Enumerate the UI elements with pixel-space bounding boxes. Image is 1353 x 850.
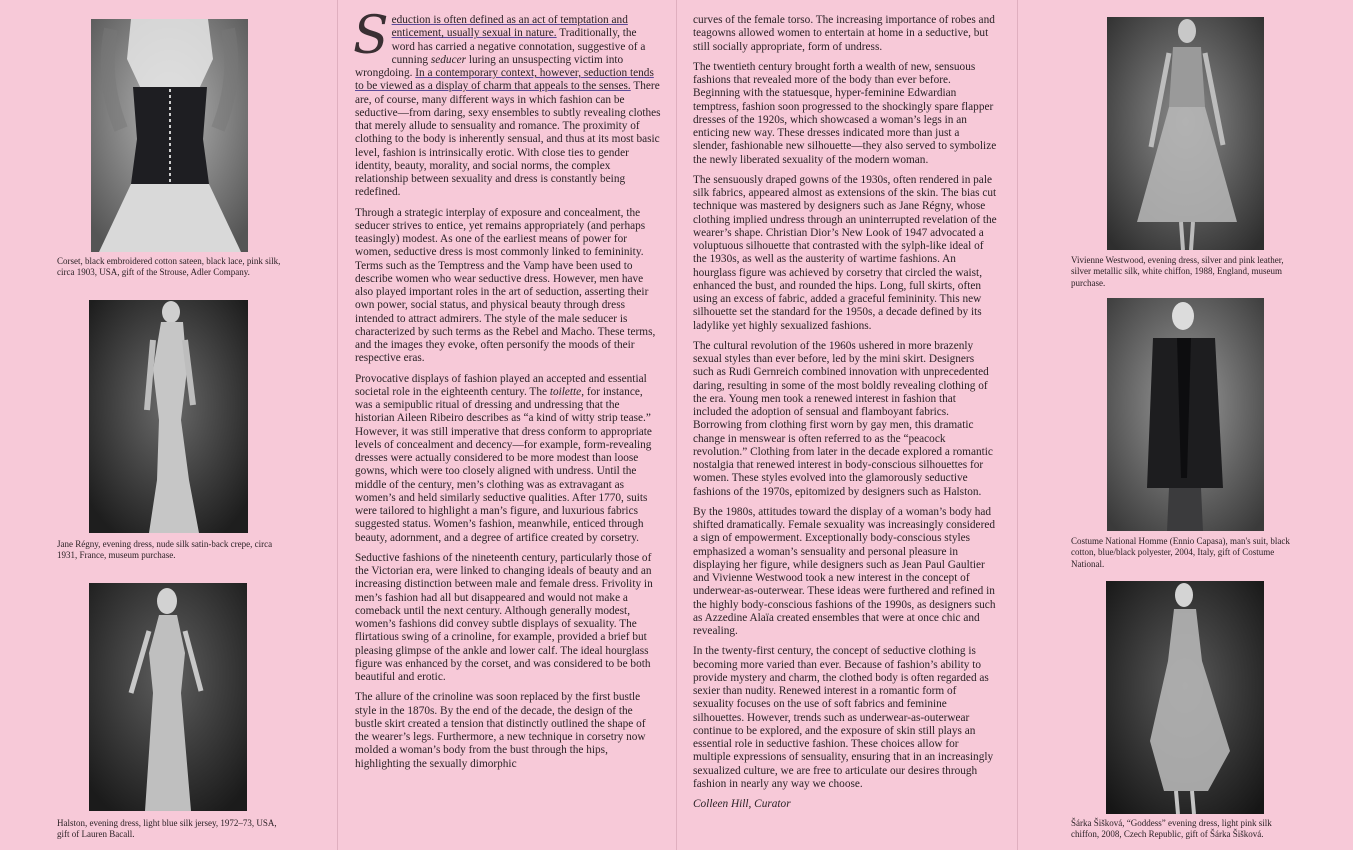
photo-jane-regny [89, 300, 248, 533]
intro-em-seducer: seducer [430, 53, 466, 66]
p3-text-1: Provocative displays of fashion played an accepted and essential societal role in the eighteenth century. The [355, 372, 647, 398]
paragraph-8: The sensuously draped gowns of the 1930s, often rendered in pale silk fabrics, appeared almost as extensions of the skin. The bias cut technique was mastered by designers such as Jane Régny, whose clothing implied undress through an uninterrupted revelation of the wearer’s shape. Christian Dior’s New Look of 1947 advocated a voluptuous silhouette that contrasted with the sylph-like ideal of the 1930s, as well as the austerity of wartime fashions. An hourglass figure was achieved by corsetry that circled the waist, enhanced the bust, and rounded the hips. Long, full skirts, often using an excess of fabric, added a graceful femininity. This new silhouette set the standard for the 1950s, a decade defined by its ladylike yet highly sexualized fashions. [693, 173, 997, 332]
drop-cap: S [353, 6, 389, 66]
paragraph-5: The allure of the crinoline was soon replaced by the first bustle style in the 1870s. By the end of the decade, the design of the bustle skirt created a tension that distinctly outlined the shape of the wearer’s legs. Furthermore, a new technique in corsetry now molded a woman’s body from the bust through the hips, highlighting the sexually dimorphic [355, 691, 646, 770]
p3-text-2: , for instance, was a semipublic ritual of dressing and undressing that the historian Aileen Ribeiro describes as “a kind of witty strip tease.” However, it was still imperative that dress conform to appropriate levels of concealment and decency—for example, form-revealing dresses were actually considered to be more modest than loose gowns, which were too closely aligned with undress. Until the middle of the century, men’s clothing was as extravagant as women’s and held similarly seductive qualities. After 1770, suits were tailored to highlight a man’s figure, and luxurious fabrics suggested status. Women’s fashion, meanwhile, enticed through beauty, adornment, and a degree of artifice created by corsetry. [355, 385, 652, 544]
paragraph-2: Through a strategic interplay of exposure and concealment, the seducer strives to entice, yet remains appropriately (and perhaps teasingly) modest. As one of the earliest means of power for women, seductive dress is most commonly linked to femininity. Terms such as the Temptress and the Vamp have been used to describe women who wear seductive dress. However, men have also played important roles in the art of seduction, asserting their own power, social status, and physical beauty through dress intended to attract admirers. The style of the male seducer is characterized by such terms as the Rebel and Macho. These terms, and the images they evoke, often personify the moods of their respective eras. [355, 206, 656, 365]
paragraph-3 [355, 373, 661, 545]
fold-line-right [1017, 0, 1018, 850]
paragraph-6: curves of the female torso. The increasing importance of robes and teagowns allowed women to entertain at home in a seductive, but still socially appropriate, form of undress. [693, 14, 995, 53]
photo-corset [91, 19, 248, 252]
intro-highlight-1: eduction [391, 14, 431, 26]
curator-signature: Colleen Hill, Curator [693, 798, 791, 810]
intro-text-2: luring an unsuspecting victim into wrongdoing. [355, 53, 624, 79]
caption-westwood: Vivienne Westwood, evening dress, silver and pink leather, silver metallic silk, white chiffon, 1988, England, museum purchase. [1071, 255, 1284, 288]
intro-highlight-2: is often defined as an act of temptation and enticement, usually sexual in nature. [391, 14, 628, 40]
intro-highlight-3: In a contemporary context, however, seduction tends to be viewed as a display of charm that appeals to the senses. [355, 67, 654, 93]
p3-em-toilette: toilette [549, 385, 582, 398]
fold-line-left [337, 0, 338, 850]
photo-siskova [1106, 581, 1264, 814]
paragraph-9: The cultural revolution of the 1960s ushered in more brazenly sexual styles than ever before, led by the mini skirt. Designers such as Rudi Gernreich combined innovation with unprecedented daring, resulting in some of the most boldly revealing clothing of the era. Young men took a renewed interest in fashion that included the adoption of sensual and flamboyant fabrics. Borrowing from clothing first worn by gay men, this dramatic change in menswear is often referred to as the “peacock revolution.” Clothing from later in the decade explored a romantic nostalgia that renewed interest in body-conscious silhouettes for women. These styles evolved into the glamorously seductive fashions of the 1970s, epitomized by designers such as Halston. [693, 339, 993, 498]
intro-text-1: Traditionally, the word has carried a negative connotation, suggestive of a cunning [391, 27, 646, 66]
caption-siskova: Šárka Šišková, “Goddess” evening dress, light pink silk chiffon, 2008, Czech Republic, gift of Šárka Šišková. [1071, 818, 1272, 840]
paragraph-11: In the twenty-first century, the concept of seductive clothing is becoming more varied than ever. Because of fashion’s ability to provide mystery and charm, the clothed body is often regarded as sexier than nudity. Renewed interest in a romantic form of sexuality focuses on the use of soft fabrics and feminine silhouettes. However, trends such as underwear-as-outerwear continue to be explored, and the exposure of skin still plays an essential role in seductive fashion. These choices allow for multiple expressions of sensuality, ensuring that in an increasingly sexualized culture, we are free to articulate our desires through fashion in nearly any way we choose. [693, 645, 994, 790]
intro-text-3: There are, of course, many different ways in which fashion can be seductive—from daring, sexy ensembles to subtly revealing clothes that merely allude to sensuality and romance. The proximity of clothing to the body is inherently sensual, and thus at its most basic level, fashion is intrinsically erotic. With close ties to gender identity, beauty, morality, and social norms, the complex relationship between sexuality and dress is constantly being redefined. [355, 80, 661, 199]
text-column-2 [693, 14, 997, 818]
photo-westwood [1107, 17, 1264, 250]
caption-corset: Corset, black embroidered cotton sateen, black lace, pink silk, circa 1903, USA, gift of the Strouse, Adler Company. [57, 256, 281, 278]
photo-halston [89, 583, 247, 811]
photo-costume-national [1107, 298, 1264, 531]
paragraph-4: Seductive fashions of the nineteenth century, particularly those of the Victorian era, were linked to changing ideals of beauty and an increasing distinction between male and female dress. Frivolity in men’s fashion had all but disappeared and would not make a comeback until the next century. Although generally modest, women’s fashions did convey subtle displays of sexuality. The flirtatious swing of a crinoline, for example, provided a brief but pleasing glimpse of the ankle and lower calf. The ideal hourglass figure was enhanced by the corset, and was considered to be both beautiful and erotic. [355, 551, 653, 683]
caption-costume-national: Costume National Homme (Ennio Capasa), man's suit, black cotton, blue/black polyester, 2004, Italy, gift of Costume National. [1071, 536, 1290, 569]
paragraph-10: By the 1980s, attitudes toward the display of a woman’s body had shifted dramatically. Female sexuality was increasingly considered a sign of empowerment. Exceptionally body-conscious styles emphasized a woman’s sensuality and personal pleasure in displaying her figure, while designers such as Jean Paul Gaultier and Vivienne Westwood took a new interest in the concept of underwear-as-outerwear. These ideas were furthered and refined in the highly body-conscious fashions of the 1990s, as designers such as Azzedine Alaïa created ensembles that were at once chic and revealing. [693, 505, 996, 637]
fold-line-center [676, 0, 677, 850]
paragraph-7: The twentieth century brought forth a wealth of new, sensuous fashions that revealed more of the body than ever before. Beginning with the statuesque, hyper-feminine Edwardian temptress, fashion soon progressed to the shockingly spare flapper dresses of the 1920s, which showcased a woman’s legs in an enticing new way. These dresses indicated more than just a slender, fashionable new silhouette—they also served to symbolize the newly liberated sexuality of the modern woman. [693, 60, 997, 166]
caption-jane-regny: Jane Régny, evening dress, nude silk satin-back crepe, circa 1931, France, museum purchase. [57, 539, 273, 561]
paragraph-intro [353, 6, 661, 200]
caption-halston: Halston, evening dress, light blue silk jersey, 1972–73, USA, gift of Lauren Bacall. [57, 818, 277, 840]
text-column-1 [353, 6, 661, 778]
